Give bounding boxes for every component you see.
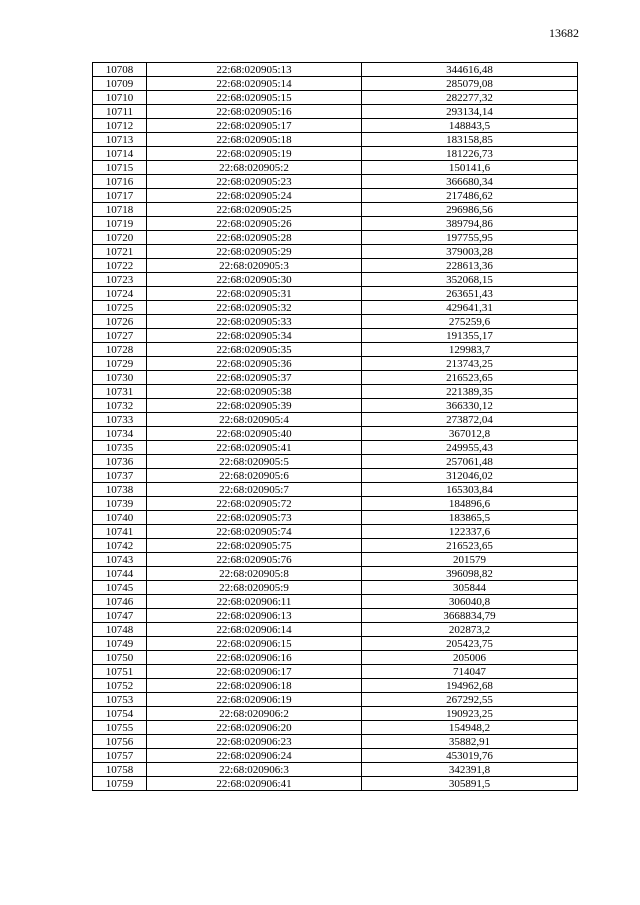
value-cell: 257061,48 <box>362 455 578 469</box>
registry-table <box>92 62 578 791</box>
row-number-cell: 10741 <box>93 525 147 539</box>
table-row <box>93 735 578 749</box>
row-number-cell: 10717 <box>93 189 147 203</box>
row-number-cell: 10748 <box>93 623 147 637</box>
value-cell: 205006 <box>362 651 578 665</box>
value-cell: 194962,68 <box>362 679 578 693</box>
value-cell: 296986,56 <box>362 203 578 217</box>
cadastral-number-cell: 22:68:020905:37 <box>147 371 362 385</box>
table-row <box>93 273 578 287</box>
value-cell: 344616,48 <box>362 63 578 77</box>
table-row <box>93 315 578 329</box>
table-row <box>93 567 578 581</box>
table-row <box>93 777 578 791</box>
row-number-cell: 10713 <box>93 133 147 147</box>
cadastral-number-cell: 22:68:020906:15 <box>147 637 362 651</box>
table-row <box>93 147 578 161</box>
table-row <box>93 161 578 175</box>
value-cell: 148843,5 <box>362 119 578 133</box>
row-number-cell: 10730 <box>93 371 147 385</box>
table-row <box>93 217 578 231</box>
table-row <box>93 175 578 189</box>
cadastral-number-cell: 22:68:020905:39 <box>147 399 362 413</box>
value-cell: 273872,04 <box>362 413 578 427</box>
table-row <box>93 651 578 665</box>
cadastral-number-cell: 22:68:020905:24 <box>147 189 362 203</box>
row-number-cell: 10708 <box>93 63 147 77</box>
row-number-cell: 10749 <box>93 637 147 651</box>
cadastral-number-cell: 22:68:020905:34 <box>147 329 362 343</box>
table-row <box>93 623 578 637</box>
value-cell: 293134,14 <box>362 105 578 119</box>
value-cell: 217486,62 <box>362 189 578 203</box>
value-cell: 184896,6 <box>362 497 578 511</box>
table-row <box>93 539 578 553</box>
value-cell: 352068,15 <box>362 273 578 287</box>
row-number-cell: 10736 <box>93 455 147 469</box>
row-number-cell: 10743 <box>93 553 147 567</box>
table-row <box>93 441 578 455</box>
table-row <box>93 357 578 371</box>
value-cell: 263651,43 <box>362 287 578 301</box>
table-row <box>93 665 578 679</box>
value-cell: 183865,5 <box>362 511 578 525</box>
table-row <box>93 91 578 105</box>
value-cell: 165303,84 <box>362 483 578 497</box>
value-cell: 183158,85 <box>362 133 578 147</box>
cadastral-number-cell: 22:68:020905:13 <box>147 63 362 77</box>
cadastral-number-cell: 22:68:020905:40 <box>147 427 362 441</box>
table-row <box>93 399 578 413</box>
cadastral-number-cell: 22:68:020905:74 <box>147 525 362 539</box>
row-number-cell: 10731 <box>93 385 147 399</box>
table-row <box>93 637 578 651</box>
row-number-cell: 10724 <box>93 287 147 301</box>
value-cell: 249955,43 <box>362 441 578 455</box>
row-number-cell: 10757 <box>93 749 147 763</box>
cadastral-number-cell: 22:68:020905:30 <box>147 273 362 287</box>
row-number-cell: 10712 <box>93 119 147 133</box>
cadastral-number-cell: 22:68:020905:26 <box>147 217 362 231</box>
cadastral-number-cell: 22:68:020906:24 <box>147 749 362 763</box>
row-number-cell: 10740 <box>93 511 147 525</box>
row-number-cell: 10746 <box>93 595 147 609</box>
cadastral-number-cell: 22:68:020905:19 <box>147 147 362 161</box>
table-row <box>93 245 578 259</box>
cadastral-number-cell: 22:68:020905:29 <box>147 245 362 259</box>
cadastral-number-cell: 22:68:020906:41 <box>147 777 362 791</box>
row-number-cell: 10735 <box>93 441 147 455</box>
row-number-cell: 10714 <box>93 147 147 161</box>
cadastral-number-cell: 22:68:020905:72 <box>147 497 362 511</box>
cadastral-number-cell: 22:68:020905:17 <box>147 119 362 133</box>
row-number-cell: 10719 <box>93 217 147 231</box>
value-cell: 714047 <box>362 665 578 679</box>
row-number-cell: 10738 <box>93 483 147 497</box>
table-row <box>93 343 578 357</box>
table-row <box>93 427 578 441</box>
table-row <box>93 413 578 427</box>
row-number-cell: 10718 <box>93 203 147 217</box>
value-cell: 282277,32 <box>362 91 578 105</box>
table-row <box>93 553 578 567</box>
table-row <box>93 385 578 399</box>
table-row <box>93 693 578 707</box>
row-number-cell: 10739 <box>93 497 147 511</box>
row-number-cell: 10726 <box>93 315 147 329</box>
table-row <box>93 497 578 511</box>
cadastral-number-cell: 22:68:020905:35 <box>147 343 362 357</box>
value-cell: 453019,76 <box>362 749 578 763</box>
cadastral-number-cell: 22:68:020906:19 <box>147 693 362 707</box>
row-number-cell: 10734 <box>93 427 147 441</box>
cadastral-number-cell: 22:68:020906:2 <box>147 707 362 721</box>
value-cell: 396098,82 <box>362 567 578 581</box>
value-cell: 150141,6 <box>362 161 578 175</box>
cadastral-number-cell: 22:68:020906:16 <box>147 651 362 665</box>
table-row <box>93 469 578 483</box>
table-row <box>93 203 578 217</box>
table-row <box>93 371 578 385</box>
table-row <box>93 133 578 147</box>
table-row <box>93 679 578 693</box>
value-cell: 197755,95 <box>362 231 578 245</box>
table-row <box>93 707 578 721</box>
table-row <box>93 511 578 525</box>
value-cell: 228613,36 <box>362 259 578 273</box>
value-cell: 122337,6 <box>362 525 578 539</box>
value-cell: 389794,86 <box>362 217 578 231</box>
cadastral-number-cell: 22:68:020906:23 <box>147 735 362 749</box>
value-cell: 3668834,79 <box>362 609 578 623</box>
row-number-cell: 10752 <box>93 679 147 693</box>
value-cell: 154948,2 <box>362 721 578 735</box>
row-number-cell: 10722 <box>93 259 147 273</box>
table-row <box>93 721 578 735</box>
cadastral-number-cell: 22:68:020905:14 <box>147 77 362 91</box>
value-cell: 306040,8 <box>362 595 578 609</box>
cadastral-number-cell: 22:68:020905:36 <box>147 357 362 371</box>
row-number-cell: 10709 <box>93 77 147 91</box>
row-number-cell: 10725 <box>93 301 147 315</box>
value-cell: 285079,08 <box>362 77 578 91</box>
cadastral-number-cell: 22:68:020905:38 <box>147 385 362 399</box>
table-row <box>93 105 578 119</box>
table-row <box>93 119 578 133</box>
value-cell: 202873,2 <box>362 623 578 637</box>
cadastral-number-cell: 22:68:020905:6 <box>147 469 362 483</box>
table-row <box>93 259 578 273</box>
cadastral-number-cell: 22:68:020905:15 <box>147 91 362 105</box>
value-cell: 267292,55 <box>362 693 578 707</box>
cadastral-number-cell: 22:68:020906:3 <box>147 763 362 777</box>
table-row <box>93 609 578 623</box>
cadastral-number-cell: 22:68:020905:8 <box>147 567 362 581</box>
cadastral-number-cell: 22:68:020905:32 <box>147 301 362 315</box>
page-number: 13682 <box>549 26 579 40</box>
row-number-cell: 10729 <box>93 357 147 371</box>
value-cell: 305891,5 <box>362 777 578 791</box>
value-cell: 201579 <box>362 553 578 567</box>
value-cell: 366680,34 <box>362 175 578 189</box>
table-row <box>93 763 578 777</box>
value-cell: 366330,12 <box>362 399 578 413</box>
row-number-cell: 10710 <box>93 91 147 105</box>
cadastral-number-cell: 22:68:020905:23 <box>147 175 362 189</box>
value-cell: 205423,75 <box>362 637 578 651</box>
cadastral-number-cell: 22:68:020905:75 <box>147 539 362 553</box>
value-cell: 367012,8 <box>362 427 578 441</box>
row-number-cell: 10728 <box>93 343 147 357</box>
cadastral-number-cell: 22:68:020906:11 <box>147 595 362 609</box>
table-row <box>93 301 578 315</box>
cadastral-number-cell: 22:68:020905:18 <box>147 133 362 147</box>
table-row <box>93 63 578 77</box>
row-number-cell: 10756 <box>93 735 147 749</box>
row-number-cell: 10744 <box>93 567 147 581</box>
row-number-cell: 10737 <box>93 469 147 483</box>
value-cell: 213743,25 <box>362 357 578 371</box>
row-number-cell: 10753 <box>93 693 147 707</box>
cadastral-number-cell: 22:68:020905:33 <box>147 315 362 329</box>
value-cell: 181226,73 <box>362 147 578 161</box>
table-row <box>93 231 578 245</box>
table-row <box>93 287 578 301</box>
cadastral-number-cell: 22:68:020906:18 <box>147 679 362 693</box>
table-row <box>93 595 578 609</box>
value-cell: 191355,17 <box>362 329 578 343</box>
row-number-cell: 10720 <box>93 231 147 245</box>
cadastral-number-cell: 22:68:020905:28 <box>147 231 362 245</box>
value-cell: 221389,35 <box>362 385 578 399</box>
value-cell: 429641,31 <box>362 301 578 315</box>
cadastral-number-cell: 22:68:020905:4 <box>147 413 362 427</box>
registry-table-body <box>93 63 578 791</box>
value-cell: 35882,91 <box>362 735 578 749</box>
cadastral-number-cell: 22:68:020905:76 <box>147 553 362 567</box>
table-row <box>93 329 578 343</box>
value-cell: 342391,8 <box>362 763 578 777</box>
cadastral-number-cell: 22:68:020905:25 <box>147 203 362 217</box>
row-number-cell: 10742 <box>93 539 147 553</box>
value-cell: 190923,25 <box>362 707 578 721</box>
cadastral-number-cell: 22:68:020905:2 <box>147 161 362 175</box>
row-number-cell: 10733 <box>93 413 147 427</box>
value-cell: 216523,65 <box>362 371 578 385</box>
value-cell: 312046,02 <box>362 469 578 483</box>
cadastral-number-cell: 22:68:020905:5 <box>147 455 362 469</box>
value-cell: 216523,65 <box>362 539 578 553</box>
row-number-cell: 10745 <box>93 581 147 595</box>
cadastral-number-cell: 22:68:020905:16 <box>147 105 362 119</box>
cadastral-number-cell: 22:68:020906:20 <box>147 721 362 735</box>
cadastral-number-cell: 22:68:020905:41 <box>147 441 362 455</box>
row-number-cell: 10758 <box>93 763 147 777</box>
row-number-cell: 10750 <box>93 651 147 665</box>
value-cell: 305844 <box>362 581 578 595</box>
cadastral-number-cell: 22:68:020905:3 <box>147 259 362 273</box>
value-cell: 275259,6 <box>362 315 578 329</box>
row-number-cell: 10711 <box>93 105 147 119</box>
cadastral-number-cell: 22:68:020905:73 <box>147 511 362 525</box>
cadastral-number-cell: 22:68:020905:9 <box>147 581 362 595</box>
cadastral-number-cell: 22:68:020905:7 <box>147 483 362 497</box>
row-number-cell: 10759 <box>93 777 147 791</box>
cadastral-number-cell: 22:68:020906:17 <box>147 665 362 679</box>
table-row <box>93 749 578 763</box>
table-row <box>93 189 578 203</box>
table-row <box>93 525 578 539</box>
table-row <box>93 77 578 91</box>
table-row <box>93 581 578 595</box>
row-number-cell: 10727 <box>93 329 147 343</box>
cadastral-number-cell: 22:68:020906:13 <box>147 609 362 623</box>
value-cell: 379003,28 <box>362 245 578 259</box>
row-number-cell: 10716 <box>93 175 147 189</box>
cadastral-number-cell: 22:68:020906:14 <box>147 623 362 637</box>
row-number-cell: 10755 <box>93 721 147 735</box>
row-number-cell: 10723 <box>93 273 147 287</box>
row-number-cell: 10751 <box>93 665 147 679</box>
row-number-cell: 10754 <box>93 707 147 721</box>
row-number-cell: 10721 <box>93 245 147 259</box>
row-number-cell: 10715 <box>93 161 147 175</box>
row-number-cell: 10732 <box>93 399 147 413</box>
row-number-cell: 10747 <box>93 609 147 623</box>
cadastral-number-cell: 22:68:020905:31 <box>147 287 362 301</box>
table-row <box>93 455 578 469</box>
table-row <box>93 483 578 497</box>
value-cell: 129983,7 <box>362 343 578 357</box>
